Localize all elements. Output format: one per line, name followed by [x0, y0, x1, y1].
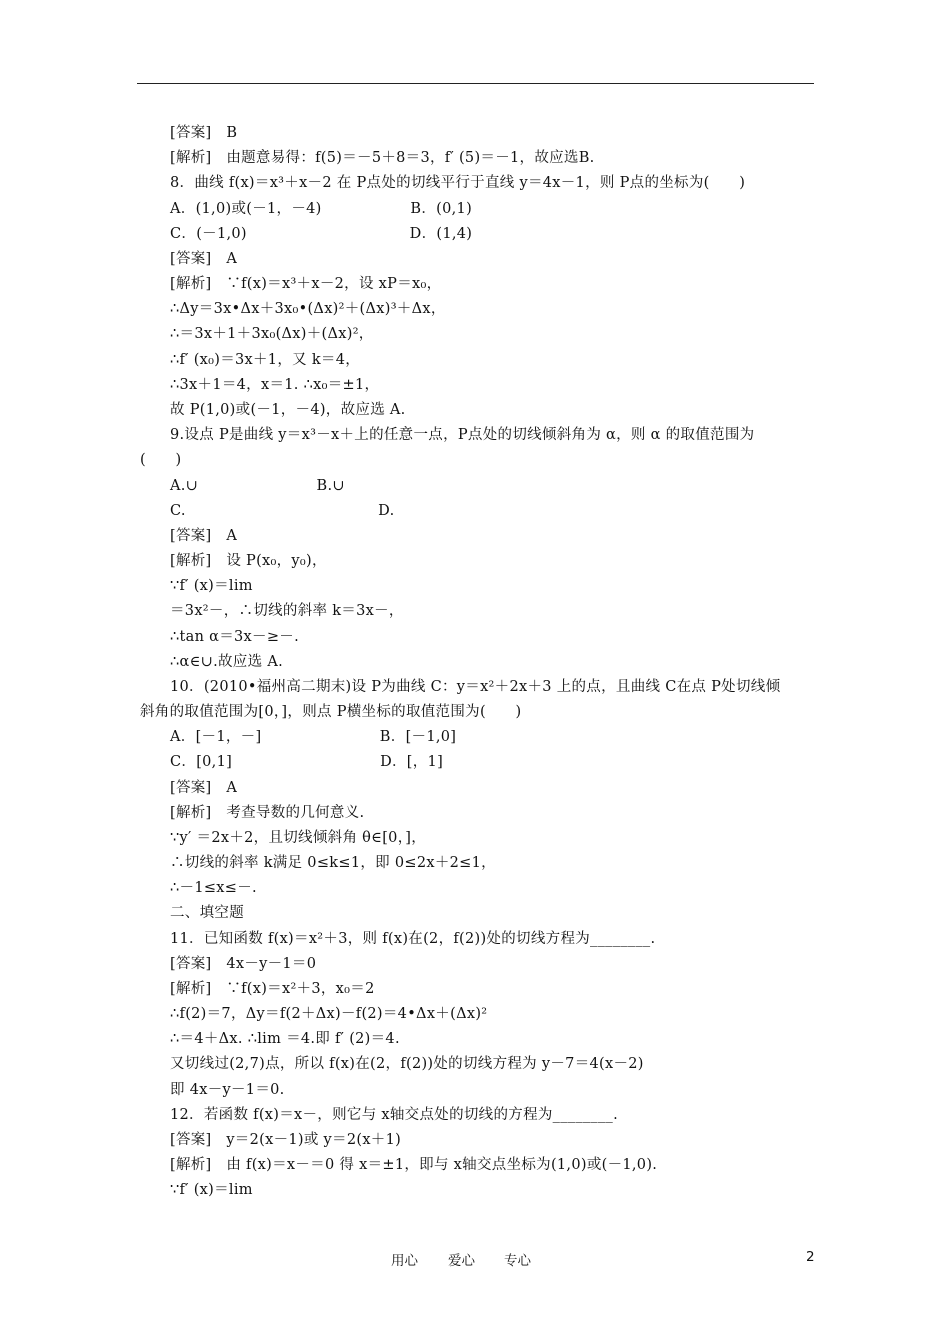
- text-line: A．[－1，－] B．[－1,0]: [170, 729, 457, 745]
- text-line: [解析] 由题意易得：f(5)＝－5＋8＝3，f′ (5)＝－1，故应选B.: [170, 150, 595, 166]
- text-line: 9.设点 P是曲线 y＝x³－x＋上的任意一点，P点处的切线倾斜角为 α，则 α 的取值范围为: [170, 427, 755, 443]
- text-line: [答案] 4x－y－1＝0: [170, 956, 317, 972]
- text-line: A.∪ B.∪: [170, 478, 345, 494]
- text-line: ∴－1≤x≤－.: [170, 880, 257, 896]
- text-line: [答案] A: [170, 251, 238, 267]
- text-line: ∴切线的斜率 k满足 0≤k≤1，即 0≤2x＋2≤1，: [170, 855, 496, 871]
- text-line: ＝3x²－，∴切线的斜率 k＝3x－，: [170, 603, 404, 619]
- text-line: A．(1,0)或(－1，－4) B．(0,1): [170, 201, 473, 217]
- text-line: [解析] 设 P(x₀，y₀)，: [170, 553, 327, 569]
- text-line: C．[0,1] D．[，1]: [170, 754, 444, 770]
- footer-text: 专心: [504, 1253, 531, 1269]
- page-number: 2: [806, 1249, 815, 1265]
- text-line: C．(－1,0) D．(1,4): [170, 226, 473, 242]
- section-heading: 二、填空题: [170, 905, 244, 921]
- text-line: ∴＝4＋Δx. ∴lim ＝4.即 f′ (2)＝4.: [170, 1031, 400, 1047]
- text-line: ( ): [140, 452, 182, 468]
- text-line: 故 P(1,0)或(－1，－4)，故应选 A.: [170, 402, 406, 418]
- text-line: ∵y′ ＝2x＋2，且切线倾斜角 θ∈[0，]，: [170, 830, 427, 846]
- text-line: C. D.: [170, 503, 395, 519]
- text-line: ∴＝3x＋1＋3x₀(Δx)＋(Δx)²，: [170, 326, 374, 342]
- text-line: [解析] 由 f(x)＝x－＝0 得 x＝±1，即与 x轴交点坐标为(1,0)或(－1,0).: [170, 1157, 658, 1173]
- text-line: [答案] A: [170, 780, 238, 796]
- text-line: [答案] B: [170, 125, 238, 141]
- text-line: ∵f′ (x)＝lim: [170, 1182, 253, 1198]
- text-line: [答案] A: [170, 528, 238, 544]
- text-line: 又切线过(2,7)点，所以 f(x)在(2，f(2))处的切线方程为 y－7＝4(x－2): [170, 1056, 644, 1072]
- text-line: 11．已知函数 f(x)＝x²＋3，则 f(x)在(2，f(2))处的切线方程为________.: [170, 931, 656, 947]
- text-line: ∴α∈∪.故应选 A.: [170, 654, 283, 670]
- text-line: ∵f′ (x)＝lim: [170, 578, 253, 594]
- text-line: ∴3x＋1＝4，x＝1. ∴x₀＝±1，: [170, 377, 380, 393]
- text-line: ∴f′ (x₀)＝3x＋1，又 k＝4，: [170, 352, 361, 368]
- text-line: 8．曲线 f(x)＝x³＋x－2 在 P点处的切线平行于直线 y＝4x－1，则 P点的坐标为( ): [170, 175, 746, 191]
- text-line: 12．若函数 f(x)＝x－，则它与 x轴交点处的切线的方程为________.: [170, 1107, 618, 1123]
- text-line: [解析] ∵f(x)＝x²＋3，x₀＝2: [170, 981, 375, 997]
- text-line: 即 4x－y－1＝0.: [170, 1082, 285, 1098]
- text-line: [解析] ∵f(x)＝x³＋x－2，设 xP＝x₀，: [170, 276, 442, 292]
- text-line: ∴f(2)＝7，Δy＝f(2＋Δx)－f(2)＝4•Δx＋(Δx)²: [170, 1006, 488, 1022]
- text-line: ∴tan α＝3x－≥－.: [170, 629, 299, 645]
- text-line: [解析] 考查导数的几何意义.: [170, 805, 365, 821]
- header-rule: [137, 83, 814, 84]
- footer-text: 爱心: [448, 1253, 475, 1269]
- text-line: [答案] y＝2(x－1)或 y＝2(x＋1): [170, 1132, 402, 1148]
- text-line: ∴Δy＝3x•Δx＋3x₀•(Δx)²＋(Δx)³＋Δx，: [170, 301, 446, 317]
- footer-text: 用心: [391, 1253, 418, 1269]
- text-line: 斜角的取值范围为[0，]，则点 P横坐标的取值范围为( ): [140, 704, 522, 720]
- text-line: 10．(2010•福州高二期末)设 P为曲线 C：y＝x²＋2x＋3 上的点，且曲线 C在点 P处切线倾: [170, 679, 781, 695]
